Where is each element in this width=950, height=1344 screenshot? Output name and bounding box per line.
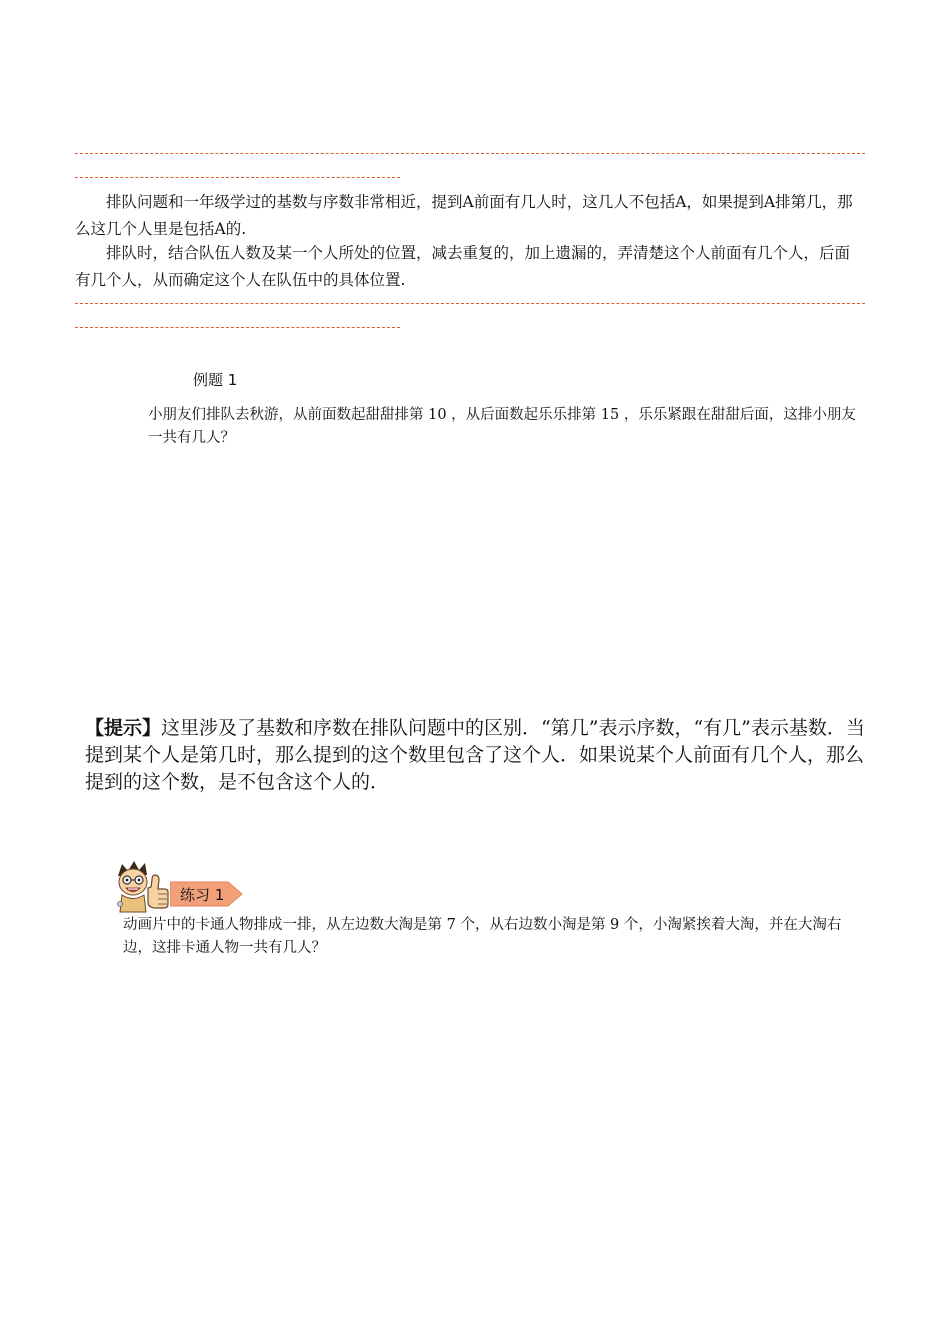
intro-paragraph-2: 排队时，结合队伍人数及某一个人所处的位置，减去重复的，加上遗漏的，弄清楚这个人前面有几个人，后面有几个人，从而确定这个人在队伍中的具体位置.	[75, 244, 851, 289]
hint-text: 这里涉及了基数和序数在排队问题中的区别．“第几”表示序数，“有几”表示基数．当提到某个人是第几时，那么提到的这个数里包含了这个人．如果说某个人前面有几个人，那么提到的这个数，是不包含这个人的．	[85, 717, 865, 793]
hint-block	[85, 715, 867, 796]
top-divider-line2	[75, 177, 400, 178]
hint-label: 【提示】	[85, 717, 162, 739]
top-divider-line1	[75, 153, 865, 154]
bottom-divider-line1	[75, 303, 865, 304]
practice-title: 练习 1	[180, 886, 225, 904]
mascot-thumbs-up-icon	[112, 858, 174, 914]
bottom-divider-line2	[75, 327, 400, 328]
intro-paragraph-1: 排队问题和一年级学过的基数与序数非常相近，提到A前面有几人时，这几人不包括A，如果提到A排第几，那么这几个人里是包括A的.	[75, 193, 853, 238]
example-text: 小朋友们排队去秋游，从前面数起甜甜排第 10 ，从后面数起乐乐排第 15 ，乐乐紧跟在甜甜后面，这排小朋友一共有几人？	[148, 407, 856, 446]
practice-text: 动画片中的卡通人物排成一排，从左边数大淘是第 7 个，从右边数小淘是第 9 个，小淘紧挨着大淘，并在大淘右边，这排卡通人物一共有几人？	[123, 917, 842, 956]
example-title: 例题 1	[193, 371, 238, 389]
